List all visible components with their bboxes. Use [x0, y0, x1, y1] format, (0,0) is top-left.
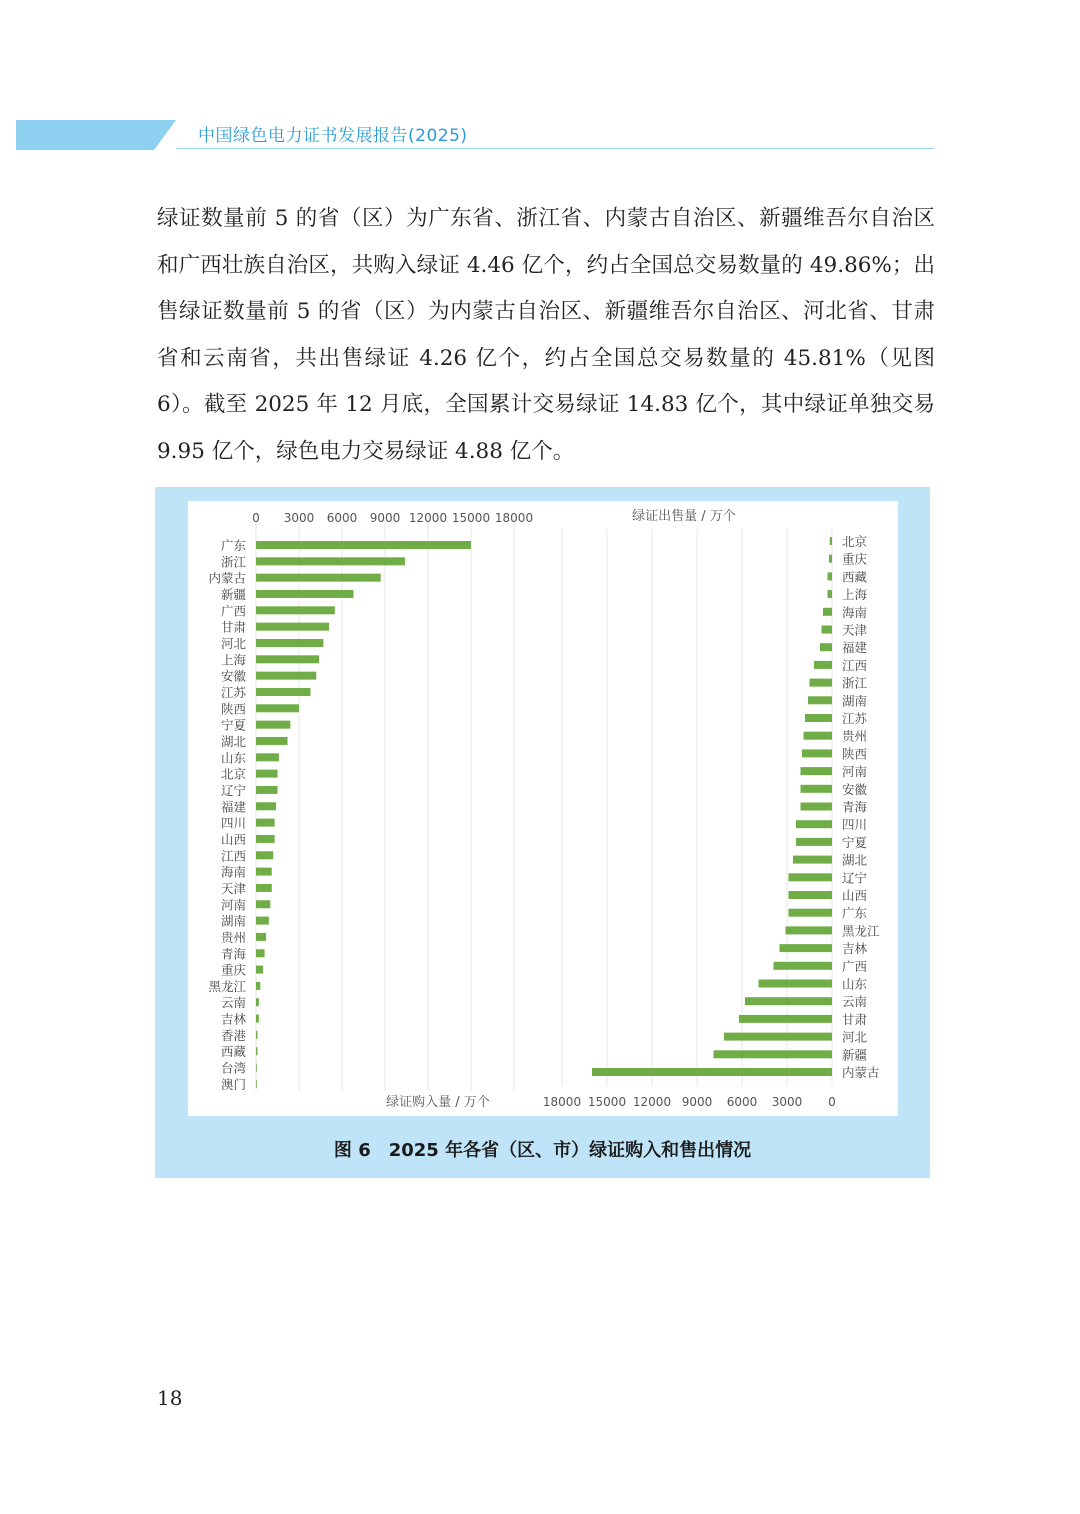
right-category-label: 贵州: [842, 728, 868, 744]
right-tick-label: 9000: [681, 1095, 713, 1109]
left-bar: [256, 949, 265, 957]
left-category-label: 辽宁: [220, 782, 246, 798]
left-bar: [256, 819, 275, 827]
left-tick-label: 9000: [369, 511, 401, 525]
left-category-label: 浙江: [220, 554, 246, 570]
left-category-label: 四川: [220, 815, 246, 831]
right-bar: [796, 820, 832, 828]
left-bar: [256, 639, 323, 647]
report-title: 中国绿色电力证书发展报告(2025): [198, 126, 468, 146]
right-tick-label: 18000: [542, 1095, 582, 1109]
left-category-label: 宁夏: [220, 717, 246, 733]
left-tick-label: 0: [252, 511, 260, 525]
right-category-label: 浙江: [842, 675, 868, 691]
right-bar: [830, 537, 832, 545]
left-category-label: 吉林: [220, 1011, 246, 1027]
right-category-label: 内蒙古: [842, 1065, 880, 1080]
right-bar: [828, 572, 833, 580]
left-bar: [256, 557, 405, 565]
right-bar: [592, 1068, 832, 1076]
right-category-label: 湖北: [842, 852, 868, 868]
left-bar: [256, 786, 278, 794]
right-tick-label: 12000: [632, 1095, 672, 1109]
left-tick-label: 6000: [326, 511, 358, 525]
right-category-label: 河北: [842, 1029, 868, 1045]
left-bar: [256, 606, 335, 614]
chart-area: [188, 501, 898, 1116]
left-bar: [256, 574, 381, 582]
left-bar: [256, 590, 353, 598]
left-bar: [256, 1080, 257, 1088]
left-category-label: 西藏: [220, 1044, 246, 1060]
left-bar: [256, 933, 266, 941]
left-bar: [256, 802, 276, 810]
left-tick-label: 15000: [451, 511, 491, 525]
left-bar: [256, 1015, 259, 1023]
left-bar: [256, 655, 319, 663]
right-bar: [724, 1033, 832, 1041]
right-tick-label: 3000: [771, 1095, 803, 1109]
header-rule: [176, 148, 934, 149]
left-bar: [256, 770, 278, 778]
left-category-label: 广东: [220, 538, 246, 553]
right-category-label: 广西: [842, 958, 868, 974]
left-bar: [256, 688, 310, 696]
right-bar: [714, 1050, 833, 1058]
figure-caption: 图 6 2025 年各省（区、市）绿证购入和售出情况: [333, 1140, 752, 1161]
right-bar: [796, 838, 832, 846]
right-bar: [789, 891, 833, 899]
left-bar: [256, 917, 269, 925]
left-category-label: 澳门: [220, 1076, 246, 1092]
right-category-label: 西藏: [842, 569, 868, 585]
right-category-label: 天津: [842, 622, 868, 638]
right-bar: [739, 1015, 832, 1023]
right-bar: [759, 980, 833, 988]
left-category-label: 山西: [220, 831, 246, 847]
right-category-label: 福建: [842, 640, 868, 656]
left-tick-label: 12000: [408, 511, 448, 525]
left-category-label: 云南: [220, 995, 246, 1011]
left-category-label: 湖南: [220, 913, 246, 929]
right-bar: [810, 679, 833, 687]
right-bar: [808, 696, 832, 704]
right-bar: [805, 714, 832, 722]
right-category-label: 湖南: [842, 693, 868, 709]
left-category-label: 甘肃: [220, 619, 246, 635]
right-category-label: 四川: [842, 817, 868, 833]
right-category-label: 山东: [842, 976, 868, 992]
right-bar: [822, 626, 833, 634]
left-bar: [256, 966, 263, 974]
left-category-label: 天津: [220, 880, 246, 896]
left-bar: [256, 868, 272, 876]
left-bar: [256, 900, 270, 908]
right-category-label: 江西: [842, 657, 868, 673]
left-category-label: 台湾: [220, 1060, 246, 1076]
right-bar: [801, 767, 833, 775]
left-bar: [256, 737, 288, 745]
left-tick-label: 18000: [494, 511, 534, 525]
right-bar: [801, 785, 833, 793]
header-band: [16, 120, 176, 150]
right-category-label: 新疆: [842, 1047, 868, 1063]
left-category-label: 广西: [220, 603, 246, 619]
right-category-label: 陕西: [842, 746, 868, 762]
left-category-label: 江西: [220, 848, 246, 864]
left-category-label: 上海: [220, 652, 246, 668]
right-bar: [829, 555, 832, 563]
left-bar: [256, 835, 275, 843]
right-category-label: 云南: [842, 994, 868, 1010]
left-tick-label: 3000: [283, 511, 315, 525]
right-category-label: 黑龙江: [842, 923, 880, 939]
header-band-shape: [16, 120, 176, 150]
right-category-label: 上海: [842, 587, 868, 603]
left-category-label: 福建: [220, 799, 246, 815]
left-bar: [256, 1031, 257, 1039]
right-category-label: 甘肃: [842, 1011, 868, 1027]
right-bar: [774, 962, 833, 970]
right-category-label: 吉林: [842, 941, 868, 957]
left-bar: [256, 998, 259, 1006]
left-category-label: 安徽: [220, 668, 246, 684]
left-category-label: 海南: [220, 864, 246, 880]
right-bar: [780, 944, 833, 952]
right-chart-title: 绿证出售量 / 万个: [632, 509, 736, 524]
left-bar: [256, 982, 260, 990]
right-category-label: 辽宁: [842, 870, 868, 886]
left-bar: [256, 1064, 257, 1072]
right-bar: [793, 856, 832, 864]
left-bar: [256, 721, 290, 729]
body-paragraph: 绿证数量前 5 的省（区）为广东省、浙江省、内蒙古自治区、新疆维吾尔自治区和广西壮族自治区，共购入绿证 4.46 亿个，约占全国总交易数量的 49.86%；出售绿证数量前 5 的省（区）为内蒙古自治区、新疆维吾尔自治区、河北省、甘肃省和云南省，共出售绿证 4.26 亿个，约占全国总交易数量的 45.81%（见图 6）。截至 2025 年 12 月底，全国累计交易绿证 14.83 亿个，其中绿证单独交易 9.95 亿个，绿色电力交易绿证 4.88 亿个。: [157, 206, 935, 464]
left-category-label: 山东: [220, 750, 246, 766]
left-bar: [256, 623, 329, 631]
right-category-label: 宁夏: [842, 834, 868, 850]
left-bar: [256, 753, 279, 761]
left-category-label: 内蒙古: [208, 570, 246, 586]
left-bar: [256, 884, 272, 892]
left-bar: [256, 672, 316, 680]
left-axis-title: 绿证购入量 / 万个: [386, 1095, 490, 1110]
right-bar: [802, 749, 832, 757]
left-category-label: 重庆: [220, 962, 246, 978]
right-bar: [828, 590, 833, 598]
right-category-label: 青海: [842, 799, 868, 815]
left-bar: [256, 851, 273, 859]
left-category-label: 江苏: [220, 684, 246, 700]
left-category-label: 陕西: [220, 701, 246, 717]
page-number: 18: [157, 1386, 183, 1410]
left-bar: [256, 704, 299, 712]
left-category-label: 贵州: [220, 929, 246, 945]
right-bar: [789, 909, 833, 917]
right-bar: [745, 997, 832, 1005]
left-category-label: 青海: [220, 946, 246, 962]
left-category-label: 北京: [220, 766, 246, 782]
left-category-label: 河北: [220, 635, 246, 651]
right-bar: [820, 643, 832, 651]
left-category-label: 湖北: [220, 733, 246, 749]
chart-svg: [188, 501, 898, 1116]
right-bar: [801, 803, 833, 811]
right-bar: [789, 873, 833, 881]
right-tick-label: 6000: [726, 1095, 758, 1109]
left-bar: [256, 541, 471, 549]
right-bar: [804, 732, 833, 740]
right-tick-label: 15000: [587, 1095, 627, 1109]
left-category-label: 河南: [220, 897, 246, 913]
left-category-label: 黑龙江: [208, 978, 246, 994]
right-category-label: 山西: [842, 888, 868, 903]
right-category-label: 安徽: [842, 781, 868, 797]
right-tick-label: 0: [828, 1095, 836, 1109]
right-category-label: 北京: [842, 534, 868, 549]
right-category-label: 江苏: [842, 711, 868, 726]
right-bar: [786, 926, 833, 934]
right-category-label: 广东: [842, 905, 868, 921]
left-bar: [256, 1047, 257, 1055]
left-category-label: 新疆: [220, 586, 246, 602]
left-category-label: 香港: [220, 1027, 246, 1043]
right-category-label: 海南: [842, 604, 868, 620]
right-category-label: 河南: [842, 764, 868, 780]
right-category-label: 重庆: [842, 551, 868, 567]
right-bar: [814, 661, 832, 669]
right-bar: [823, 608, 832, 616]
